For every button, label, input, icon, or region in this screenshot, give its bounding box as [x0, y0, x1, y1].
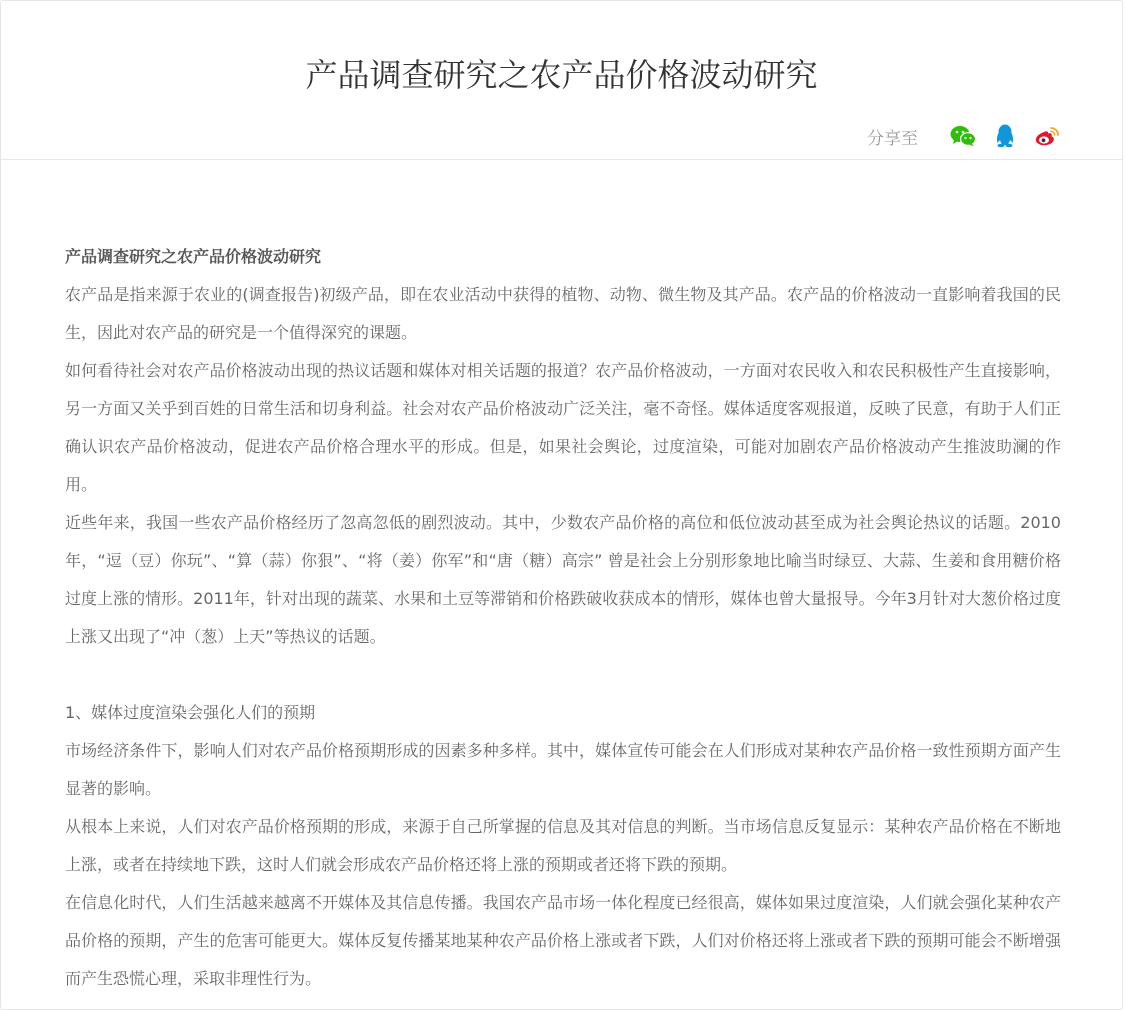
page-title: 产品调查研究之农产品价格波动研究	[305, 56, 818, 94]
weibo-icon[interactable]	[1034, 123, 1060, 149]
article-heading: 产品调查研究之农产品价格波动研究	[65, 247, 322, 266]
qq-icon[interactable]	[992, 123, 1018, 149]
paragraph: 市场经济条件下，影响人们对农产品价格预期形成的因素多种多样。其中，媒体宣传可能会在人们形成对某种农产品价格一致性预期方面产生显著的影响。	[65, 741, 1061, 798]
survey-report-link[interactable]: 调查报告	[248, 285, 314, 304]
share-bar	[867, 120, 1060, 152]
wechat-icon[interactable]	[950, 123, 976, 149]
article-body	[65, 238, 1061, 998]
paragraph: 从根本上来说，人们对农产品价格预期的形成，来源于自己所掌握的信息及其对信息的判断。当市场信息反复显示：某种农产品价格在不断地上涨，或者在持续地下跌，这时人们就会形成农产品价格还将上涨的预期或者还将下跌的预期。	[65, 817, 1061, 874]
paragraph-text: 农产品是指来源于农业的(	[65, 285, 249, 304]
paragraph	[65, 276, 1061, 352]
section-title: 1、媒体过度渲染会强化人们的预期	[65, 703, 316, 722]
spacer	[65, 656, 1061, 694]
paragraph: 在信息化时代，人们生活越来越离不开媒体及其信息传播。我国农产品市场一体化程度已经很高，媒体如果过度渲染，人们就会强化某种农产品价格的预期，产生的危害可能更大。媒体反复传播某地某种农产品价格上涨或者下跌，人们对价格还将上涨或者下跌的预期可能会不断增强而产生恐慌心理，采取非理性行为。	[65, 893, 1061, 988]
paragraph: 近些年来，我国一些农产品价格经历了忽高忽低的剧烈波动。其中，少数农产品价格的高位和低位波动甚至成为社会舆论热议的话题。2010年，“逗（豆）你玩”、“算（蒜）你狠”、“将（姜）你军”和“唐（糖）高宗” 曾是社会上分别形象地比喻当时绿豆、大蒜、生姜和食用糖价格过度上涨的情形。2011年，针对出现的蔬菜、水果和土豆等滞销和价格跌破收获成本的情形，媒体也曾大量报导。今年3月针对大葱价格过度上涨又出现了“冲（葱）上天”等热议的话题。	[65, 513, 1061, 646]
paragraph: 如何看待社会对农产品价格波动出现的热议话题和媒体对相关话题的报道？农产品价格波动，一方面对农民收入和农民积极性产生直接影响，另一方面又关乎到百姓的日常生活和切身利益。社会对农产品价格波动广泛关注，毫不奇怪。媒体适度客观报道，反映了民意，有助于人们正确认识农产品价格波动，促进农产品价格合理水平的形成。但是，如果社会舆论，过度渲染，可能对加剧农产品价格波动产生推波助澜的作用。	[65, 361, 1061, 494]
paragraph-text: )初级产品，即在农业活动中获得的植物、动物、微生物及其产品。农产品的价格波动一直影响着我国的民生，因此对农产品的研究是一个值得深究的课题。	[65, 285, 1061, 342]
article-header	[1, 1, 1122, 160]
share-label: 分享至	[867, 128, 918, 149]
